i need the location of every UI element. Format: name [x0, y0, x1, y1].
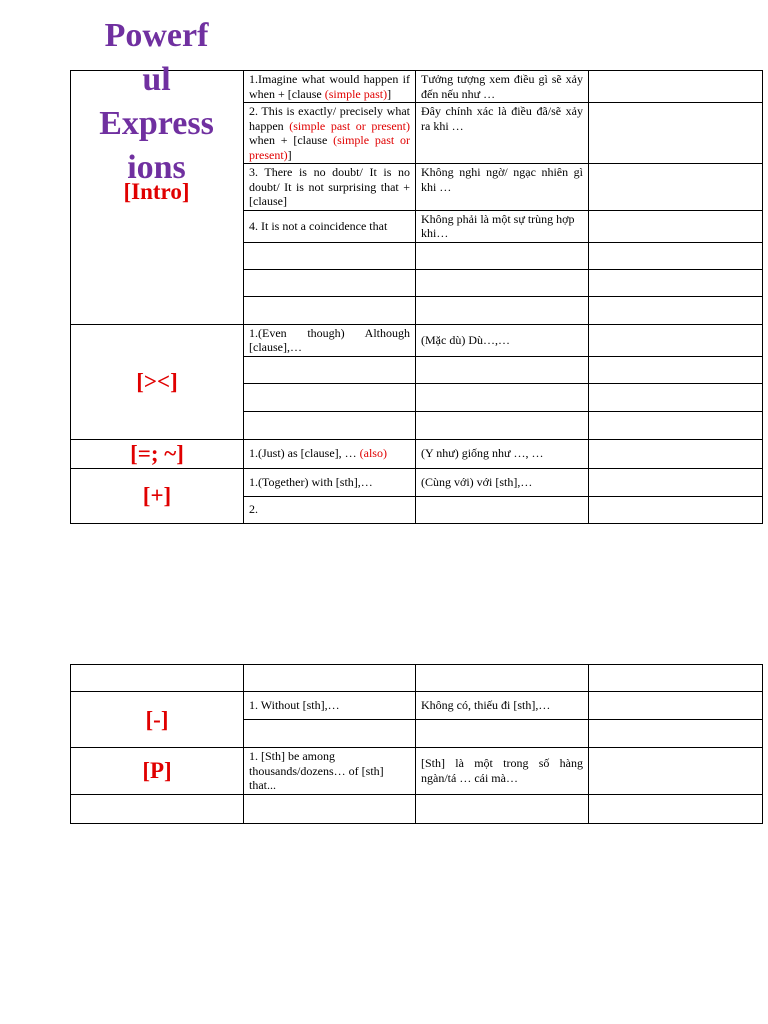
- empty-cell: [416, 296, 589, 324]
- expression-vi: Tưởng tượng xem điều gì sẽ xảy đến nếu như …: [416, 71, 589, 103]
- expression-en: 1. Without [sth],…: [244, 692, 416, 720]
- empty-cell: [244, 411, 416, 439]
- table-row: [71, 468, 763, 496]
- empty-cell: [589, 439, 763, 468]
- empty-cell: [589, 411, 763, 439]
- expression-en: 2.: [244, 496, 416, 523]
- empty-cell: [589, 103, 763, 164]
- p-category-label: [P]: [71, 748, 244, 795]
- minus-category-label: [-]: [71, 692, 244, 748]
- empty-cell: [589, 324, 763, 356]
- expression-vi: (Cùng với) với [sth],…: [416, 468, 589, 496]
- empty-cell: [589, 383, 763, 411]
- expression-en: 3. There is no doubt/ It is no doubt/ It is not surprising that + [clause]: [244, 164, 416, 211]
- empty-cell: [589, 692, 763, 720]
- expression-vi: (Mặc dù) Dù…,…: [416, 324, 589, 356]
- empty-cell: [416, 720, 589, 748]
- intro-label: [Intro]: [123, 179, 190, 204]
- page-title: [70, 14, 243, 190]
- contrast-category-label: [><]: [71, 324, 244, 439]
- empty-cell: [589, 269, 763, 296]
- similar-category-label: [=; ~]: [71, 439, 244, 468]
- expression-en: 4. It is not a coincidence that: [244, 210, 416, 242]
- empty-cell: [589, 164, 763, 211]
- empty-cell: [416, 242, 589, 269]
- empty-cell: [589, 71, 763, 103]
- empty-cell: [589, 794, 763, 823]
- expression-vi: Đây chính xác là điều đã/sẽ xảy ra khi …: [416, 103, 589, 164]
- empty-cell: [416, 269, 589, 296]
- empty-cell: [244, 794, 416, 823]
- empty-cell: [244, 356, 416, 383]
- empty-cell: [589, 356, 763, 383]
- empty-cell: [416, 496, 589, 523]
- empty-cell: [589, 496, 763, 523]
- empty-cell: [244, 383, 416, 411]
- expression-en: 1.(Just) as [clause], … (also): [244, 439, 416, 468]
- expressions-table-2: [70, 664, 763, 824]
- empty-cell: [416, 794, 589, 823]
- empty-cell: [244, 242, 416, 269]
- empty-cell: [589, 665, 763, 692]
- title-line: ions: [127, 149, 186, 186]
- addition-category-label: [+]: [71, 468, 244, 523]
- expression-en: 1.(Even though) Although [clause],…: [244, 324, 416, 356]
- table-row: [71, 324, 763, 356]
- expression-vi: (Y như) giống như …, …: [416, 439, 589, 468]
- expression-en: 1.(Together) with [sth],…: [244, 468, 416, 496]
- table-row: [71, 439, 763, 468]
- empty-cell: [416, 356, 589, 383]
- empty-cell: [589, 468, 763, 496]
- title-line: Powerf: [104, 17, 209, 54]
- empty-cell: [244, 665, 416, 692]
- table-row: [71, 794, 763, 823]
- empty-cell: [589, 296, 763, 324]
- empty-cell: [416, 383, 589, 411]
- expression-vi: Không nghi ngờ/ ngạc nhiên gì khi …: [416, 164, 589, 211]
- empty-cell: [244, 296, 416, 324]
- table-row: [71, 748, 763, 795]
- empty-cell: [244, 269, 416, 296]
- empty-cell: [416, 411, 589, 439]
- empty-cell: [244, 720, 416, 748]
- title-line: Express: [99, 105, 214, 142]
- empty-cell: [589, 242, 763, 269]
- expression-vi: Không phải là một sự trùng hợp khi…: [416, 210, 589, 242]
- expression-en: 1. [Sth] be among thousands/dozens… of [sth] that...: [244, 748, 416, 795]
- empty-cell: [71, 794, 244, 823]
- title-line: ul: [142, 61, 171, 98]
- table-row: [71, 665, 763, 692]
- empty-cell: [589, 210, 763, 242]
- expression-vi: Không có, thiếu đi [sth],…: [416, 692, 589, 720]
- empty-cell: [589, 748, 763, 795]
- empty-cell: [589, 720, 763, 748]
- expression-en: 1.Imagine what would happen if when + [clause (simple past)]: [244, 71, 416, 103]
- empty-cell: [71, 665, 244, 692]
- expression-en: 2. This is exactly/ precisely what happen (simple past or present) when + [clause (simple past or present)]: [244, 103, 416, 164]
- table-row: [71, 692, 763, 720]
- expression-vi: [Sth] là một trong số hàng ngàn/tá … cái mà…: [416, 748, 589, 795]
- empty-cell: [416, 665, 589, 692]
